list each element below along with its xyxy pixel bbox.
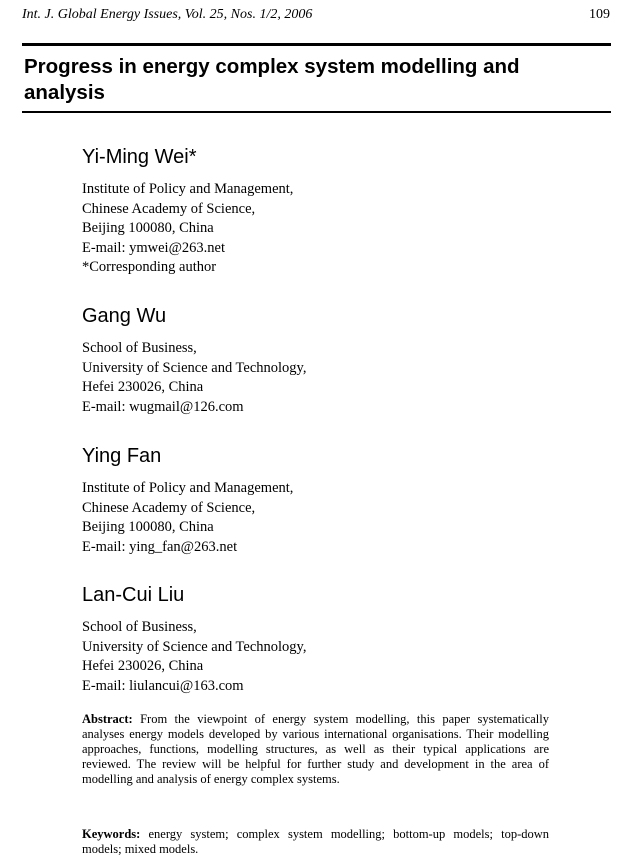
affiliation-line: Chinese Academy of Science,: [82, 200, 256, 217]
journal-citation: Int. J. Global Energy Issues, Vol. 25, Nos. 1/2, 2006: [22, 7, 313, 22]
author-block: [82, 443, 562, 557]
author-name: Lan-Cui Liu: [82, 584, 185, 606]
author-email: E-mail: ying_fan@263.net: [82, 538, 238, 555]
author-email: E-mail: liulancui@163.com: [82, 677, 244, 694]
author-name: Yi-Ming Wei*: [82, 146, 197, 168]
paper-title: Progress in energy complex system modelling and analysis: [24, 55, 520, 104]
corresponding-author-note: *Corresponding author: [82, 259, 217, 275]
page-number: 109: [589, 7, 610, 22]
affiliation-line: University of Science and Technology,: [82, 359, 307, 376]
author-email: E-mail: ymwei@263.net: [82, 239, 226, 256]
author-block: [82, 303, 562, 417]
affiliation-line: Institute of Policy and Management,: [82, 181, 294, 197]
author-block: [82, 582, 562, 696]
affiliation-line: School of Business,: [82, 619, 197, 635]
author-block: [82, 144, 562, 278]
author-email: E-mail: wugmail@126.com: [82, 398, 244, 415]
abstract-text: From the viewpoint of energy system modelling, this paper systematically analyses energy models developed by various international organisations. Their modelling approaches, functions, modelling structures, as well as their typical applications are reviewed. The review will be helpful for further study and development in the area of modelling and analysis of energy complex systems.: [82, 712, 549, 786]
affiliation-line: Hefei 230026, China: [82, 379, 204, 395]
affiliation-line: Institute of Policy and Management,: [82, 480, 294, 496]
affiliation-line: Chinese Academy of Science,: [82, 499, 256, 516]
abstract: [82, 712, 549, 787]
author-name: Gang Wu: [82, 305, 167, 327]
affiliation-line: School of Business,: [82, 340, 197, 356]
affiliation-line: Beijing 100080, China: [82, 519, 214, 535]
title-rule-top: [22, 43, 611, 46]
title-rule-bottom: [22, 111, 611, 113]
keywords-label: Keywords:: [82, 827, 141, 841]
keywords: [82, 827, 549, 857]
affiliation-line: Hefei 230026, China: [82, 658, 204, 674]
keywords-text: energy system; complex system modelling; bottom-up models; top-down models; mixed models.: [82, 827, 550, 856]
author-name: Ying Fan: [82, 445, 162, 467]
running-header: [22, 7, 610, 23]
affiliation-line: Beijing 100080, China: [82, 220, 214, 236]
abstract-label: Abstract:: [82, 712, 133, 726]
affiliation-line: University of Science and Technology,: [82, 638, 307, 655]
